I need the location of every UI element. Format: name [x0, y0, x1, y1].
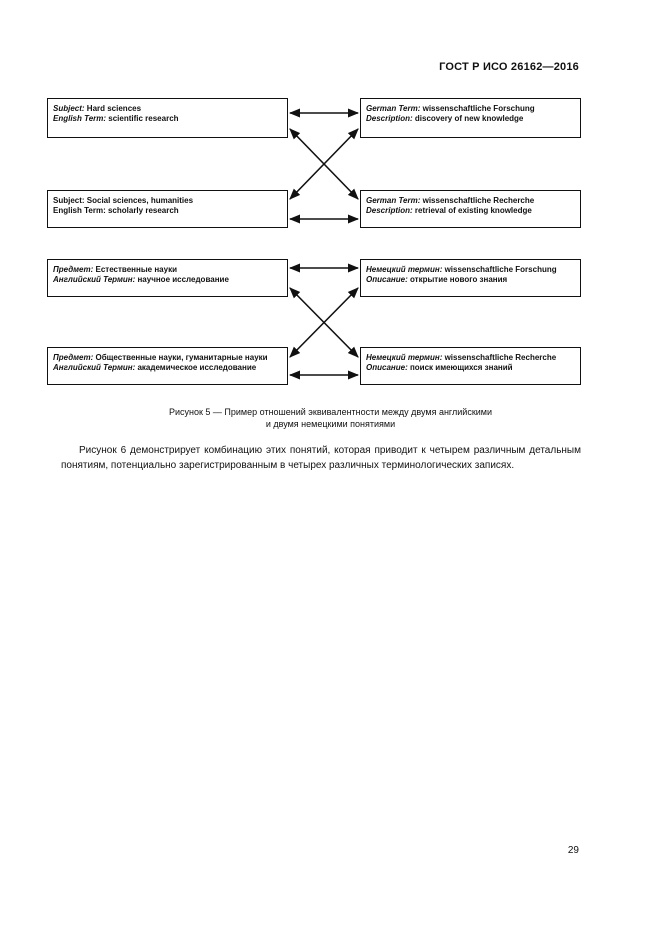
box-value: retrieval of existing knowledge: [412, 206, 532, 215]
box-label: Subject:: [53, 104, 85, 113]
box-label: Предмет:: [53, 265, 94, 274]
concept-box-ru-natural-sciences: [47, 259, 288, 297]
box-value: wissenschaftliche Forschung: [442, 265, 557, 274]
figure-caption: [0, 406, 661, 430]
concept-box-ru-recherche: [360, 347, 581, 385]
header-document-code: ГОСТ Р ИСО 26162—2016: [439, 61, 579, 73]
box-value: Общественные науки, гуманитарные науки: [93, 353, 268, 362]
box-value: академическое исследование: [135, 363, 257, 372]
box-value: scholarly research: [105, 206, 179, 215]
box-label: Английский Термин:: [53, 275, 136, 284]
box-value: discovery of new knowledge: [412, 114, 524, 123]
box-label: Предмет:: [53, 353, 94, 362]
box-label: German Term:: [366, 196, 421, 205]
concept-box-ru-forschung: [360, 259, 581, 297]
box-value: Естественные науки: [93, 265, 177, 274]
box-label: Description:: [366, 206, 413, 215]
box-value: поиск имеющихся знаний: [407, 363, 513, 372]
box-label: English Term:: [53, 206, 106, 215]
concept-box-en-social-sciences: [47, 190, 288, 228]
concept-box-de-forschung: [360, 98, 581, 138]
body-paragraph: Рисунок 6 демонстрирует комбинацию этих понятий, которая приводит к четырем различным детальным понятиям, потенциально зарегистрированным в четырех различных терминологических записях.: [61, 445, 581, 471]
concept-box-ru-social-sciences: [47, 347, 288, 385]
box-value: научное исследование: [135, 275, 229, 284]
figure-caption-line-1: Рисунок 5 — Пример отношений эквивалентности между двумя английскими: [168, 407, 492, 417]
concept-box-de-recherche: [360, 190, 581, 228]
box-value: Social sciences, humanities: [84, 196, 194, 205]
box-value: wissenschaftliche Forschung: [420, 104, 535, 113]
box-label: English Term:: [53, 114, 107, 123]
box-label: Описание:: [366, 275, 408, 284]
box-label: Английский Термин:: [53, 363, 136, 372]
box-value: scientific research: [106, 114, 179, 123]
page-number: 29: [567, 845, 579, 856]
box-label: Subject:: [53, 196, 85, 205]
box-label: Немецкий термин:: [366, 353, 443, 362]
box-value: wissenschaftliche Recherche: [442, 353, 557, 362]
figure-caption-line-2: и двумя немецкими понятиями: [265, 419, 396, 429]
box-label: Description:: [366, 114, 413, 123]
box-value: открытие нового знания: [407, 275, 508, 284]
box-value: wissenschaftliche Recherche: [420, 196, 535, 205]
box-value: Hard sciences: [84, 104, 142, 113]
concept-box-en-hard-sciences: [47, 98, 288, 138]
box-label: German Term:: [366, 104, 421, 113]
box-label: Немецкий термин:: [366, 265, 443, 274]
box-label: Описание:: [366, 363, 408, 372]
